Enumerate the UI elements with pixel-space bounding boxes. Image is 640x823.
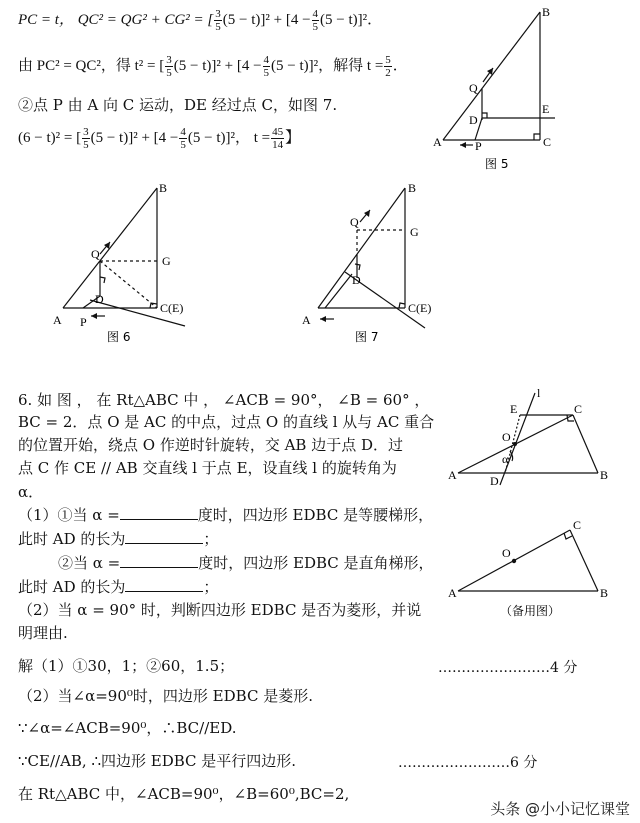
- side-bc: [570, 530, 598, 591]
- figure-6: [45, 178, 205, 350]
- label-b: B: [542, 5, 551, 19]
- right-angle-mark: [564, 533, 572, 539]
- label-ce: C(E): [408, 301, 432, 315]
- q6-part3: （2）当 α = 90° 时，判断四边形 EDBC 是否为菱形，并说: [18, 601, 422, 619]
- label-d: D: [490, 474, 499, 488]
- label-b: B: [600, 468, 609, 482]
- fraction: $\frac{4}{5}$: [180, 126, 186, 151]
- q6-text: ；: [203, 578, 219, 596]
- label-c: C: [573, 518, 582, 532]
- fraction: $\frac{4}{5}$: [312, 8, 319, 33]
- q6-line-4: 点 C 作 CE // AB 交直线 l 于点 E，设直线 l 的旋转角为: [18, 459, 397, 477]
- figure-5: [425, 0, 575, 175]
- solution-line-5: 在 Rt△ABC 中，∠ACB=90⁰，∠B=60⁰,BC=2,: [18, 785, 350, 803]
- label-o: O: [502, 546, 511, 560]
- arrow-head: [487, 68, 493, 75]
- label-b: B: [408, 181, 417, 195]
- dashed-qc: [100, 261, 157, 308]
- formula-text: (5 − t)]² + [4 −: [222, 11, 311, 28]
- q6-line-3: 的位置开始，绕点 O 作逆时针旋转，交 AB 边于点 D．过: [18, 436, 404, 454]
- watermark: 头条 @小小记忆课堂: [490, 800, 630, 818]
- formula-text: (5 − t)]²，解得 t =: [271, 57, 384, 74]
- label-q: Q: [91, 247, 100, 261]
- formula-text: (5 − t)]²．: [320, 11, 383, 28]
- figure-5-caption: 图 5: [485, 157, 509, 171]
- label-d: D: [469, 113, 478, 127]
- formula-text: (6 − t)² = [: [18, 129, 82, 146]
- fraction: $\frac{4}{5}$: [263, 54, 270, 79]
- right-angle-mark: [482, 113, 487, 118]
- solution-line-2: （2）当∠α=90⁰时，四边形 EDBC 是菱形.: [18, 687, 313, 705]
- label-a: A: [53, 313, 62, 327]
- q6-part2a: [58, 553, 434, 573]
- figure-spare: [440, 515, 620, 620]
- formula-text: (5 − t)]²， t =: [187, 129, 271, 146]
- label-c: C: [574, 402, 583, 416]
- label-l: l: [537, 386, 541, 400]
- step-2-text: ②点 P 由 A 向 C 运动，DE 经过点 C，如图 7.: [18, 96, 338, 114]
- fraction: $\frac{5}{2}$: [385, 54, 391, 79]
- arrow-head: [320, 316, 326, 322]
- label-o: O: [502, 430, 511, 444]
- label-q: Q: [469, 81, 478, 95]
- q6-text: 此时 AD 的长为: [18, 578, 126, 596]
- label-a: A: [302, 313, 311, 327]
- point-o: [512, 559, 516, 563]
- right-angle-mark: [399, 303, 405, 308]
- answer-blank[interactable]: [120, 519, 198, 520]
- solution-line-3: ∵∠α=∠ACB=90⁰，∴BC//ED.: [18, 719, 237, 737]
- label-a: A: [448, 468, 457, 482]
- formula-text: ．: [392, 57, 408, 74]
- solution-line-1: 解（1）①30，1；②60，1.5；: [18, 657, 235, 675]
- arrow-head: [91, 313, 97, 319]
- formula-line-1: [18, 8, 382, 33]
- label-c: C: [543, 135, 552, 149]
- label-e: E: [542, 102, 550, 116]
- solution-line-4: ∵CE//AB, ∴四边形 EDBC 是平行四边形.: [18, 752, 297, 770]
- q6-part4: 明理由.: [18, 624, 68, 642]
- spare-caption: （备用图）: [500, 604, 561, 618]
- label-alpha: α: [502, 452, 509, 466]
- formula-line-4: [18, 126, 300, 151]
- label-g: G: [162, 254, 171, 268]
- label-p: P: [80, 315, 87, 329]
- side-ab: [443, 12, 540, 140]
- figure-7-caption: 图 7: [355, 330, 379, 344]
- q6-text: 度时，四边形 EDBC 是直角梯形，: [198, 554, 434, 572]
- arrow-head: [460, 142, 466, 148]
- label-ce: C(E): [160, 301, 184, 315]
- side-ab: [318, 188, 405, 308]
- label-d: D: [352, 273, 361, 287]
- pc-text: PC = t，: [18, 11, 74, 28]
- q6-text: ②当 α =: [58, 554, 121, 572]
- q6-text: （1）①当 α =: [18, 506, 120, 524]
- side-bc: [573, 415, 598, 473]
- figure-q6: [440, 385, 620, 495]
- label-a: A: [433, 135, 442, 149]
- label-g: G: [410, 225, 419, 239]
- fraction: $\frac{3}{5}$: [166, 54, 172, 79]
- answer-blank[interactable]: [125, 591, 203, 592]
- formula-text: 由 PC² = QC²，得 t² = [: [18, 57, 165, 74]
- label-a: A: [448, 586, 457, 600]
- fraction: $\frac{3}{5}$: [83, 126, 89, 151]
- q6-line-2: BC = 2．点 O 是 AC 的中点，过点 O 的直线 l 从与 AC 重合: [18, 413, 435, 431]
- fraction: $\frac{45}{14}$: [272, 126, 284, 151]
- q6-text: 此时 AD 的长为: [18, 530, 126, 548]
- q6-part1a: [18, 505, 433, 525]
- label-p: P: [475, 139, 482, 153]
- point-o: [513, 442, 517, 446]
- answer-blank[interactable]: [125, 543, 203, 544]
- label-b: B: [159, 181, 168, 195]
- figure-6-caption: 图 6: [107, 330, 131, 344]
- formula-text: (5 − t)]² + [4 −: [173, 57, 262, 74]
- label-e: E: [510, 402, 518, 416]
- fraction: $\frac{3}{5}$: [215, 8, 221, 33]
- figure-7: [300, 178, 460, 350]
- q6-part2b: [18, 577, 218, 597]
- formula-text: (5 − t)]² + [4 −: [90, 129, 179, 146]
- label-b: B: [600, 586, 609, 600]
- right-angle-mark: [534, 134, 540, 140]
- right-angle-mark: [100, 277, 105, 283]
- label-q: Q: [350, 215, 359, 229]
- label-d: D: [95, 292, 104, 306]
- q6-text: 度时，四边形 EDBC 是等腰梯形，: [197, 506, 434, 524]
- side-ab: [63, 188, 157, 308]
- formula-text: 】: [285, 129, 301, 146]
- q6-line-1: 6. 如 图 ， 在 Rt△ABC 中 ， ∠ACB = 90°， ∠B = 60° ，: [18, 391, 430, 409]
- score-4: ……………………4 分: [438, 660, 578, 676]
- q6-text: ；: [203, 530, 219, 548]
- formula-line-2: [18, 54, 408, 79]
- qc-text: QC² = QG² + CG² = [: [77, 11, 214, 28]
- q6-part1b: [18, 529, 218, 549]
- q6-line-5: α．: [18, 483, 44, 501]
- answer-blank[interactable]: [120, 567, 198, 568]
- score-6: ……………………6 分: [398, 755, 538, 771]
